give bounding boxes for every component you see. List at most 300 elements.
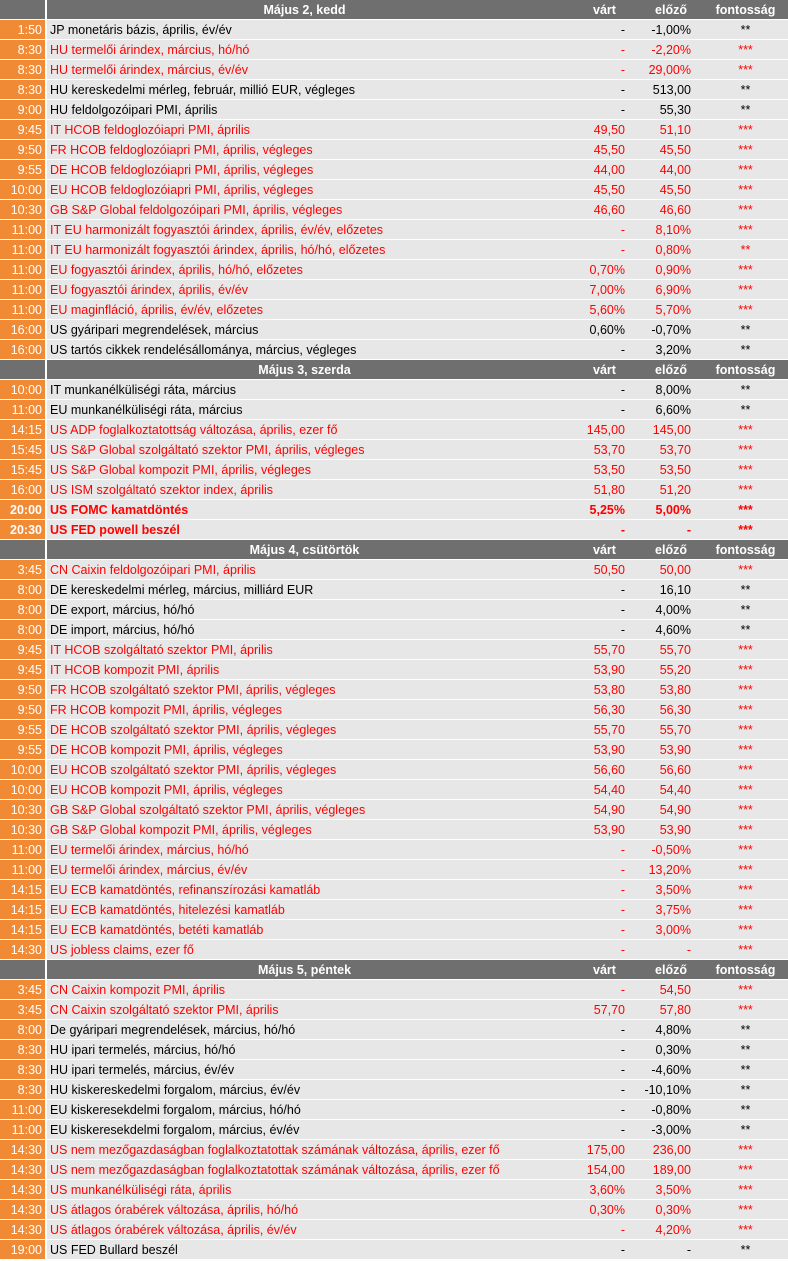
event-description: EU kiskeresekdelmi forgalom, március, év/év xyxy=(50,1123,300,1137)
event-previous: 8,00% xyxy=(655,383,691,397)
event-expected: 45,50 xyxy=(593,183,625,197)
event-importance: *** xyxy=(738,1203,753,1217)
event-description: IT EU harmonizált fogyasztói árindex, április, hó/hó, előzetes xyxy=(50,243,386,257)
event-previous: -1,00% xyxy=(651,23,691,37)
event-importance: *** xyxy=(738,1143,753,1157)
event-time: 8:30 xyxy=(0,40,47,59)
event-previous: 45,50 xyxy=(659,143,691,157)
event-time: 8:00 xyxy=(0,620,47,639)
event-row xyxy=(0,860,788,880)
event-expected: 57,70 xyxy=(593,1003,625,1017)
event-importance: *** xyxy=(738,683,753,697)
event-expected: 53,50 xyxy=(593,463,625,477)
event-time: 15:45 xyxy=(0,460,47,479)
event-row xyxy=(0,920,788,940)
event-description: IT EU harmonizált fogyasztói árindex, április, év/év, előzetes xyxy=(50,223,384,237)
event-importance: *** xyxy=(738,643,753,657)
event-expected: - xyxy=(620,1023,625,1037)
event-importance: *** xyxy=(738,703,753,717)
event-expected: 5,25% xyxy=(589,503,625,517)
event-description: US FOMC kamatdöntés xyxy=(50,503,189,517)
event-row xyxy=(0,880,788,900)
event-importance: ** xyxy=(740,1043,751,1057)
day-header xyxy=(0,0,788,20)
event-description: GB S&P Global feldolgozóipari PMI, április, végleges xyxy=(50,203,343,217)
event-expected: 3,60% xyxy=(589,1183,625,1197)
event-importance: ** xyxy=(740,1243,751,1257)
event-description: US FED Bullard beszél xyxy=(50,1243,178,1257)
event-previous: 53,90 xyxy=(659,743,691,757)
event-description: EU termelői árindex, március, év/év xyxy=(50,863,248,877)
event-row xyxy=(0,300,788,320)
event-row xyxy=(0,340,788,360)
event-importance: ** xyxy=(740,1123,751,1137)
event-expected: 56,30 xyxy=(593,703,625,717)
event-time: 11:00 xyxy=(0,1100,47,1119)
event-time: 9:00 xyxy=(0,100,47,119)
event-row xyxy=(0,1000,788,1020)
column-header-expected: várt xyxy=(593,363,616,377)
event-previous: -4,60% xyxy=(651,1063,691,1077)
event-expected: - xyxy=(620,1223,625,1237)
event-description: DE import, március, hó/hó xyxy=(50,623,195,637)
event-previous: 4,00% xyxy=(655,603,691,617)
event-expected: 54,40 xyxy=(593,783,625,797)
event-previous: -2,20% xyxy=(651,43,691,57)
event-row xyxy=(0,760,788,780)
event-description: HU feldolgozóipari PMI, április xyxy=(50,103,218,117)
event-row xyxy=(0,1100,788,1120)
event-description: US ISM szolgáltató szektor index, április xyxy=(50,483,274,497)
event-time: 9:45 xyxy=(0,660,47,679)
event-description: IT HCOB szolgáltató szektor PMI, április xyxy=(50,643,273,657)
event-row xyxy=(0,640,788,660)
event-previous: 53,90 xyxy=(659,823,691,837)
event-row xyxy=(0,380,788,400)
day-header xyxy=(0,540,788,560)
event-previous: 0,30% xyxy=(655,1203,691,1217)
event-previous: - xyxy=(686,1243,691,1257)
event-expected: 53,90 xyxy=(593,743,625,757)
event-row xyxy=(0,260,788,280)
event-importance: *** xyxy=(738,123,753,137)
event-previous: 3,20% xyxy=(655,343,691,357)
event-time: 8:30 xyxy=(0,60,47,79)
event-previous: 0,90% xyxy=(655,263,691,277)
event-time: 9:55 xyxy=(0,720,47,739)
event-importance: *** xyxy=(738,1183,753,1197)
event-row xyxy=(0,740,788,760)
event-expected: - xyxy=(620,1123,625,1137)
event-expected: - xyxy=(620,83,625,97)
event-time: 3:45 xyxy=(0,1000,47,1019)
event-importance: *** xyxy=(738,883,753,897)
event-time: 9:55 xyxy=(0,160,47,179)
event-description: HU termelői árindex, március, hó/hó xyxy=(50,43,250,57)
event-importance: *** xyxy=(738,263,753,277)
event-expected: 54,90 xyxy=(593,803,625,817)
event-importance: ** xyxy=(740,583,751,597)
event-previous: 54,40 xyxy=(659,783,691,797)
event-previous: 29,00% xyxy=(648,63,691,77)
event-description: US FED powell beszél xyxy=(50,523,180,537)
event-importance: ** xyxy=(740,403,751,417)
event-time: 11:00 xyxy=(0,840,47,859)
event-time: 3:45 xyxy=(0,980,47,999)
event-time: 14:30 xyxy=(0,940,47,959)
event-previous: 8,10% xyxy=(655,223,691,237)
event-previous: 4,20% xyxy=(655,1223,691,1237)
day-title: Május 2, kedd xyxy=(263,3,346,17)
event-importance: ** xyxy=(740,103,751,117)
event-row xyxy=(0,1020,788,1040)
event-description: US gyáripari megrendelések, március xyxy=(50,323,259,337)
event-row xyxy=(0,600,788,620)
event-row xyxy=(0,520,788,540)
event-expected: 53,70 xyxy=(593,443,625,457)
event-time: 11:00 xyxy=(0,860,47,879)
event-expected: 53,90 xyxy=(593,823,625,837)
event-time: 8:00 xyxy=(0,1020,47,1039)
event-time: 11:00 xyxy=(0,220,47,239)
event-importance: *** xyxy=(738,163,753,177)
event-importance: *** xyxy=(738,203,753,217)
event-importance: *** xyxy=(738,723,753,737)
event-expected: - xyxy=(620,223,625,237)
event-expected: - xyxy=(620,623,625,637)
event-previous: 51,10 xyxy=(659,123,691,137)
event-importance: *** xyxy=(738,143,753,157)
event-description: JP monetáris bázis, április, év/év xyxy=(50,23,232,37)
event-time: 14:15 xyxy=(0,900,47,919)
event-previous: 6,60% xyxy=(655,403,691,417)
event-expected: - xyxy=(620,1043,625,1057)
event-expected: - xyxy=(620,903,625,917)
event-expected: 0,30% xyxy=(589,1203,625,1217)
event-row xyxy=(0,140,788,160)
event-importance: ** xyxy=(740,1083,751,1097)
event-importance: *** xyxy=(738,443,753,457)
event-previous: 54,50 xyxy=(659,983,691,997)
event-expected: 55,70 xyxy=(593,643,625,657)
event-row xyxy=(0,840,788,860)
event-previous: 0,80% xyxy=(655,243,691,257)
day-header xyxy=(0,960,788,980)
event-importance: *** xyxy=(738,783,753,797)
event-importance: ** xyxy=(740,83,751,97)
event-time: 1:50 xyxy=(0,20,47,39)
event-importance: ** xyxy=(740,1103,751,1117)
event-importance: *** xyxy=(738,303,753,317)
column-header-expected: várt xyxy=(593,3,616,17)
event-previous: 4,80% xyxy=(655,1023,691,1037)
event-time: 8:30 xyxy=(0,80,47,99)
event-description: DE HCOB feldoglozóiapri PMI, április, végleges xyxy=(50,163,314,177)
event-time: 9:50 xyxy=(0,140,47,159)
event-expected: - xyxy=(620,923,625,937)
event-row xyxy=(0,1200,788,1220)
event-previous: 513,00 xyxy=(652,83,691,97)
event-importance: *** xyxy=(738,903,753,917)
event-description: EU ECB kamatdöntés, betéti kamatláb xyxy=(50,923,264,937)
event-importance: ** xyxy=(740,1063,751,1077)
event-time: 14:30 xyxy=(0,1200,47,1219)
event-description: US nem mezőgazdaságban foglalkoztatottak számának változása, április, ezer fő xyxy=(50,1163,500,1177)
event-expected: - xyxy=(620,583,625,597)
event-expected: 50,50 xyxy=(593,563,625,577)
event-row xyxy=(0,1060,788,1080)
event-description: US S&P Global szolgáltató szektor PMI, április, végleges xyxy=(50,443,365,457)
event-row xyxy=(0,60,788,80)
event-time: 11:00 xyxy=(0,300,47,319)
event-importance: *** xyxy=(738,803,753,817)
event-expected: 7,00% xyxy=(589,283,625,297)
event-row xyxy=(0,420,788,440)
event-importance: ** xyxy=(740,603,751,617)
event-row xyxy=(0,1180,788,1200)
event-description: HU ipari termelés, március, hó/hó xyxy=(50,1043,236,1057)
day-title: Május 3, szerda xyxy=(258,363,351,377)
day-title: Május 5, péntek xyxy=(257,963,352,977)
event-expected: - xyxy=(620,983,625,997)
event-row xyxy=(0,40,788,60)
event-importance: ** xyxy=(740,23,751,37)
event-time: 10:30 xyxy=(0,800,47,819)
event-previous: 55,30 xyxy=(659,103,691,117)
event-expected: - xyxy=(620,1103,625,1117)
event-previous: 55,20 xyxy=(659,663,691,677)
event-time: 16:00 xyxy=(0,480,47,499)
event-previous: 4,60% xyxy=(655,623,691,637)
event-time: 11:00 xyxy=(0,260,47,279)
event-previous: - xyxy=(686,523,691,537)
event-time: 8:00 xyxy=(0,580,47,599)
event-row xyxy=(0,660,788,680)
day-header-time-cell xyxy=(0,0,47,19)
event-importance: *** xyxy=(738,43,753,57)
event-time: 9:55 xyxy=(0,740,47,759)
event-expected: 0,60% xyxy=(589,323,625,337)
event-importance: *** xyxy=(738,423,753,437)
column-header-importance: fontosság xyxy=(715,543,776,557)
event-importance: *** xyxy=(738,743,753,757)
event-time: 10:00 xyxy=(0,760,47,779)
event-time: 16:00 xyxy=(0,340,47,359)
event-previous: 13,20% xyxy=(648,863,691,877)
event-description: EU HCOB feldoglozóiapri PMI, április, végleges xyxy=(50,183,314,197)
event-time: 20:30 xyxy=(0,520,47,539)
event-row xyxy=(0,1160,788,1180)
event-description: EU fogyasztói árindex, április, év/év xyxy=(50,283,249,297)
event-previous: -10,10% xyxy=(644,1083,691,1097)
event-previous: 3,50% xyxy=(655,1183,691,1197)
event-previous: 50,00 xyxy=(659,563,691,577)
column-header-expected: várt xyxy=(593,543,616,557)
event-description: EU HCOB kompozit PMI, április, végleges xyxy=(50,783,283,797)
column-header-previous: előző xyxy=(655,543,687,557)
event-row xyxy=(0,700,788,720)
event-importance: ** xyxy=(740,383,751,397)
event-previous: - xyxy=(686,943,691,957)
event-description: IT HCOB feldoglozóiapri PMI, április xyxy=(50,123,250,137)
event-previous: -3,00% xyxy=(651,1123,691,1137)
event-row xyxy=(0,1120,788,1140)
event-description: CN Caixin feldolgozóipari PMI, április xyxy=(50,563,256,577)
event-description: GB S&P Global szolgáltató szektor PMI, április, végleges xyxy=(50,803,366,817)
event-importance: *** xyxy=(738,863,753,877)
event-row xyxy=(0,120,788,140)
event-previous: 56,30 xyxy=(659,703,691,717)
event-row xyxy=(0,500,788,520)
event-importance: *** xyxy=(738,1163,753,1177)
event-description: US átlagos órabérek változása, április, év/év xyxy=(50,1223,297,1237)
event-expected: 53,90 xyxy=(593,663,625,677)
event-importance: *** xyxy=(738,63,753,77)
event-description: EU maginfláció, április, év/év, előzetes xyxy=(50,303,264,317)
event-description: EU munkanélküliségi ráta, március xyxy=(50,403,243,417)
event-description: US jobless claims, ezer fő xyxy=(50,943,194,957)
event-expected: 175,00 xyxy=(586,1143,625,1157)
column-header-previous: előző xyxy=(655,363,687,377)
event-row xyxy=(0,980,788,1000)
event-description: US munkanélküliségi ráta, április xyxy=(50,1183,232,1197)
event-description: EU ECB kamatdöntés, hitelezési kamatláb xyxy=(50,903,285,917)
column-header-expected: várt xyxy=(593,963,616,977)
event-importance: *** xyxy=(738,1223,753,1237)
column-header-importance: fontosság xyxy=(715,963,776,977)
event-row xyxy=(0,780,788,800)
event-importance: *** xyxy=(738,503,753,517)
event-importance: *** xyxy=(738,523,753,537)
event-expected: - xyxy=(620,843,625,857)
event-description: HU kereskedelmi mérleg, február, millió EUR, végleges xyxy=(50,83,355,97)
day-header-time-cell xyxy=(0,960,47,979)
event-description: EU kiskeresekdelmi forgalom, március, hó/hó xyxy=(50,1103,301,1117)
event-expected: 5,60% xyxy=(589,303,625,317)
event-row xyxy=(0,900,788,920)
event-expected: 56,60 xyxy=(593,763,625,777)
event-previous: 5,00% xyxy=(655,503,691,517)
event-previous: 55,70 xyxy=(659,643,691,657)
event-row xyxy=(0,160,788,180)
event-time: 3:45 xyxy=(0,560,47,579)
event-importance: *** xyxy=(738,223,753,237)
event-description: HU ipari termelés, március, év/év xyxy=(50,1063,235,1077)
event-time: 10:00 xyxy=(0,780,47,799)
event-description: EU termelői árindex, március, hó/hó xyxy=(50,843,249,857)
event-expected: 49,50 xyxy=(593,123,625,137)
event-time: 14:30 xyxy=(0,1220,47,1239)
event-importance: *** xyxy=(738,183,753,197)
event-expected: - xyxy=(620,403,625,417)
event-time: 9:45 xyxy=(0,120,47,139)
event-expected: - xyxy=(620,943,625,957)
event-row xyxy=(0,1240,788,1260)
event-previous: 145,00 xyxy=(652,423,691,437)
event-description: DE export, március, hó/hó xyxy=(50,603,195,617)
event-expected: - xyxy=(620,523,625,537)
event-previous: 3,50% xyxy=(655,883,691,897)
event-description: HU kiskereskedelmi forgalom, március, év/év xyxy=(50,1083,301,1097)
event-expected: - xyxy=(620,1063,625,1077)
event-time: 9:50 xyxy=(0,680,47,699)
event-description: CN Caixin szolgáltató szektor PMI, április xyxy=(50,1003,279,1017)
event-row xyxy=(0,220,788,240)
day-title: Május 4, csütörtök xyxy=(249,543,360,557)
event-importance: *** xyxy=(738,763,753,777)
event-importance: *** xyxy=(738,563,753,577)
event-expected: 44,00 xyxy=(593,163,625,177)
event-row xyxy=(0,1220,788,1240)
event-description: US ADP foglalkoztatottság változása, április, ezer fő xyxy=(50,423,338,437)
event-description: EU fogyasztói árindex, április, hó/hó, előzetes xyxy=(50,263,303,277)
event-description: US S&P Global kompozit PMI, április, végleges xyxy=(50,463,311,477)
event-expected: - xyxy=(620,103,625,117)
event-previous: 55,70 xyxy=(659,723,691,737)
event-importance: ** xyxy=(740,243,751,257)
event-description: EU ECB kamatdöntés, refinanszírozási kamatláb xyxy=(50,883,321,897)
column-header-previous: előző xyxy=(655,3,687,17)
event-previous: 0,30% xyxy=(655,1043,691,1057)
event-previous: 6,90% xyxy=(655,283,691,297)
event-row xyxy=(0,460,788,480)
event-time: 10:30 xyxy=(0,820,47,839)
event-time: 8:00 xyxy=(0,600,47,619)
event-expected: 51,80 xyxy=(593,483,625,497)
event-previous: 16,10 xyxy=(659,583,691,597)
event-description: US nem mezőgazdaságban foglalkoztatottak számának változása, április, ezer fő xyxy=(50,1143,500,1157)
event-expected: - xyxy=(620,883,625,897)
day-header-time-cell xyxy=(0,360,47,379)
event-importance: *** xyxy=(738,843,753,857)
column-header-importance: fontosság xyxy=(715,3,776,17)
event-expected: - xyxy=(620,23,625,37)
event-row xyxy=(0,1040,788,1060)
event-row xyxy=(0,1080,788,1100)
event-row xyxy=(0,620,788,640)
event-previous: 53,50 xyxy=(659,463,691,477)
event-time: 9:50 xyxy=(0,700,47,719)
event-importance: ** xyxy=(740,323,751,337)
event-time: 14:15 xyxy=(0,420,47,439)
event-description: FR HCOB kompozit PMI, április, végleges xyxy=(50,703,283,717)
event-time: 8:30 xyxy=(0,1060,47,1079)
event-importance: *** xyxy=(738,463,753,477)
event-importance: *** xyxy=(738,983,753,997)
event-importance: *** xyxy=(738,483,753,497)
event-importance: ** xyxy=(740,1023,751,1037)
event-row xyxy=(0,800,788,820)
event-expected: 45,50 xyxy=(593,143,625,157)
event-description: CN Caixin kompozit PMI, április xyxy=(50,983,226,997)
event-expected: - xyxy=(620,43,625,57)
event-row xyxy=(0,100,788,120)
event-expected: 145,00 xyxy=(586,423,625,437)
event-previous: 189,00 xyxy=(652,1163,691,1177)
event-time: 9:45 xyxy=(0,640,47,659)
event-previous: 3,00% xyxy=(655,923,691,937)
event-time: 10:30 xyxy=(0,200,47,219)
event-time: 16:00 xyxy=(0,320,47,339)
event-expected: 154,00 xyxy=(586,1163,625,1177)
event-previous: -0,50% xyxy=(651,843,691,857)
event-time: 15:45 xyxy=(0,440,47,459)
event-row xyxy=(0,280,788,300)
event-previous: 44,00 xyxy=(659,163,691,177)
column-header-previous: előző xyxy=(655,963,687,977)
event-row xyxy=(0,1140,788,1160)
event-description: IT HCOB kompozit PMI, április xyxy=(50,663,220,677)
